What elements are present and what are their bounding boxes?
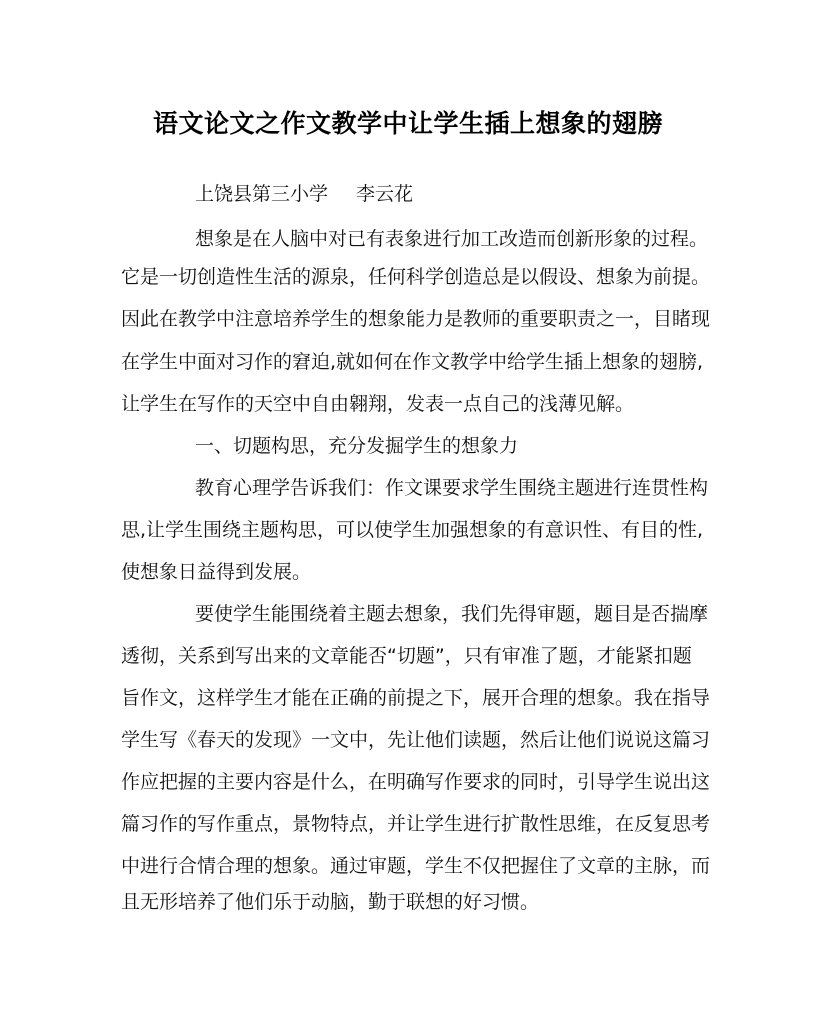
- paragraph-1-line-4: 在学生中面对习作的窘迫,就如何在作文教学中给学生插上想象的翅膀,: [121, 351, 704, 373]
- paragraph-3-line-5: 作应把握的主要内容是什么，在明确写作要求的同时，引导学生说出这: [121, 771, 711, 793]
- paragraph-3-line-1: 要使学生能围绕着主题去想象，我们先得审题，题目是否揣摩: [195, 603, 709, 625]
- paragraph-3-line-3: 旨作文，这样学生才能在正确的前提之下，展开合理的想象。我在指导: [121, 687, 711, 709]
- document-title: 语文论文之作文教学中让学生插上想象的翅膀: [152, 109, 663, 138]
- paragraph-3-line-8: 且无形培养了他们乐于动脑，勤于联想的好习惯。: [121, 891, 540, 913]
- paragraph-3-line-4: 学生写《春天的发现》一文中，先让他们读题，然后让他们说说这篇习: [121, 729, 711, 751]
- paragraph-1-line-3: 因此在教学中注意培养学生的想象能力是教师的重要职责之一，目睹现: [121, 308, 711, 330]
- paragraph-2-line-3: 使想象日益得到发展。: [121, 561, 312, 583]
- paragraph-2-line-1: 教育心理学告诉我们：作文课要求学生围绕主题进行连贯性构: [195, 477, 709, 499]
- paragraph-1-line-5: 让学生在写作的天空中自由翱翔，发表一点自己的浅薄见解。: [121, 393, 635, 415]
- author-name: 李云花: [356, 183, 414, 205]
- section-heading: 一、切题构思，充分发掘学生的想象力: [195, 435, 519, 457]
- paragraph-1-line-1: 想象是在人脑中对已有表象进行加工改造而创新形象的过程。: [195, 228, 709, 250]
- paragraph-3-line-7: 中进行合情合理的想象。通过审题，学生不仅把握住了文章的主脉，而: [121, 855, 711, 877]
- author-school: 上饶县第三小学: [195, 183, 329, 205]
- paragraph-3-line-6: 篇习作的写作重点，景物特点，并让学生进行扩散性思维，在反复思考: [121, 813, 711, 835]
- author-line: [195, 181, 695, 207]
- paragraph-3-line-2: 透彻，关系到写出来的文章能否“切题”，只有审准了题，才能紧扣题: [121, 645, 692, 667]
- paragraph-2-line-2: 思,让学生围绕主题构思，可以使学生加强想象的有意识性、有目的性,: [121, 519, 704, 541]
- paragraph-1-line-2: 它是一切创造性生活的源泉，任何科学创造总是以假设、想象为前提。: [121, 266, 711, 288]
